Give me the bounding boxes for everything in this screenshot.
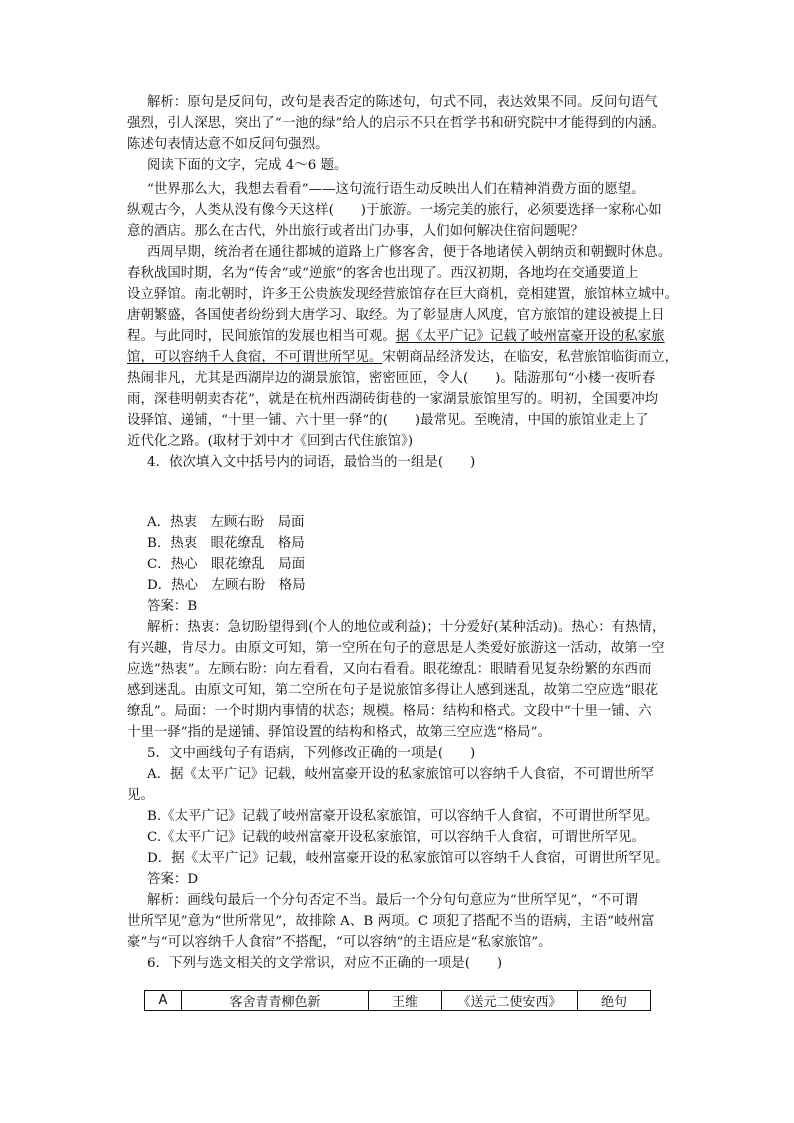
passage-line: 馆，可以容纳千人食宿，不可谓世所罕见。宋朝商品经济发达，在临安，私营旅馆临街而立，: [127, 350, 679, 365]
analysis-line: 解析：原句是反问句，改句是表否定的陈述句，句式不同，表达效果不同。反问句语气: [147, 95, 658, 110]
passage-line: 唐朝繁盛，各国使者纷纷到大唐学习、取经。为了彰显唐人风度，官方旅馆的建设被提上日: [127, 308, 665, 323]
option-a: A．热衷 左顾右盼 局面: [147, 515, 305, 530]
option-d: D．据《太平广记》记载，岐州富豪开设的私家旅馆可以容纳千人食宿，可谓世所罕见。: [147, 851, 669, 866]
table-cell: 王维: [369, 991, 442, 1011]
analysis-line: 解析：画线句最后一个分句否定不当。最后一个分句句意应为“世所罕见”，“不可谓: [147, 893, 639, 908]
analysis-line: 陈述句表情达意不如反问句强烈。: [127, 137, 329, 152]
table-cell: 《送元二使安西》: [442, 991, 578, 1011]
option-a: A．据《太平广记》记载，岐州富豪开设的私家旅馆可以容纳千人食宿，不可谓世所罕: [147, 767, 655, 782]
analysis-line: 缭乱”。局面：一个时期内事情的状态；规模。格局：结构和格式。文段中“十里一铺、六: [127, 704, 652, 719]
analysis-line: 应选“热衷”。左顾右盼：向左看看，又向右看看。眼花缭乱：眼睛看见复杂纷繁的东西而: [127, 662, 652, 677]
question-4: 4．依次填入文中括号内的词语，最恰当的一组是( ): [147, 455, 476, 470]
passage-line: “世界那么大，我想去看看”——这句流行语生动反映出人们在精神消费方面的愿望。: [147, 182, 645, 197]
analysis-line: 豪”与“可以容纳千人食宿”不搭配，“可以容纳”的主语应是“私家旅馆”。: [127, 935, 552, 950]
analysis-line: 世所罕见”意为“世所常见”，故排除 A、B 两项。C 项犯了搭配不当的语病，主语“岐州富: [127, 914, 655, 929]
passage-line: 意的酒店。那么在古代，外出旅行或者出门办事，人们如何解决住宿问题呢？: [127, 224, 584, 239]
reading-instruction: 阅读下面的文字，完成 4～6 题。: [147, 158, 348, 173]
analysis-line: 十里一驿”指的是递铺、驿馆设置的结构和格式，故第三空应选“格局”。: [127, 725, 551, 740]
analysis-line: 解析：热衷：急切盼望得到(个人的地位或利益)；十分爱好(某种活动)。热心：有热情，: [147, 620, 666, 635]
option-b: B.《太平广记》记载了岐州富豪开设私家旅馆，可以容纳千人食宿，不可谓世所罕见。: [147, 809, 659, 824]
option-b: B．热衷 眼花缭乱 格局: [147, 536, 305, 551]
passage-line: 春秋战国时期，名为“传舍”或“逆旅”的客舍也出现了。西汉初期，各地均在交通要道上: [127, 266, 639, 281]
passage-line: 热闹非凡，尤其是西湖岸边的湖景旅馆，密密匝匝，令人( )。陆游那句“小楼一夜听春: [127, 371, 656, 386]
question-5: 5．文中画线句子有语病，下列修改正确的一项是( ): [147, 746, 476, 761]
table-row: [145, 991, 651, 1011]
literature-table: [144, 990, 651, 1011]
passage-line: 纵观古今，人类从没有像今天这样( )于旅游。一场完美的旅行，必须要选择一家称心如: [127, 203, 662, 218]
passage-source: 近代化之路。(取材于刘中才《回到古代住旅馆》): [127, 434, 414, 449]
answer: 答案：D: [147, 872, 199, 887]
table-cell: A: [145, 991, 182, 1011]
option-c: C．热心 眼花缭乱 局面: [147, 557, 306, 572]
question-6: 6．下列与选文相关的文学常识，对应不正确的一项是( ): [147, 956, 503, 971]
table-cell: 绝句: [578, 991, 651, 1011]
passage-line: 西周早期，统治者在通往都城的道路上广修客舍，便于各地诸侯入朝纳贡和朝觐时休息。: [147, 245, 672, 260]
table-cell: 客舍青青柳色新: [182, 991, 369, 1011]
passage-line: 设立驿馆。南北朝时，许多王公贵族发现经营旅馆存在巨大商机，竞相建置，旅馆林立城中。: [127, 287, 679, 302]
analysis-line: 有兴趣，肯尽力。由原文可知，第一空所在句子的意思是人类爱好旅游这一活动，故第一空: [127, 641, 665, 656]
option-d: D．热心 左顾右盼 格局: [147, 578, 306, 593]
passage-line: 雨，深巷明朝卖杏花”，就是在杭州西湖砖街巷的一家湖景旅馆里写的。明初，全国要冲均: [127, 392, 659, 407]
answer: 答案：B: [147, 599, 198, 614]
underlined-sentence: 据《太平广记》记载了岐州富豪开设的私家旅: [395, 329, 665, 344]
analysis-line: 强烈，引人深思，突出了“一池的绿”给人的启示不只在哲学书和研究院中才能得到的内涵。: [127, 116, 665, 131]
underlined-sentence: 馆，可以容纳千人食宿，不可谓世所罕见。: [127, 350, 383, 365]
option-a: 见。: [127, 788, 154, 803]
option-c: C.《太平广记》记载的岐州富豪开设私家旅馆，可以容纳千人食宿，可谓世所罕见。: [147, 830, 645, 845]
passage-line: 程。与此同时，民间旅馆的发展也相当可观。据《太平广记》记载了岐州富豪开设的私家旅: [127, 329, 665, 344]
passage-line: 设驿馆、递铺，“十里一铺、六十里一驿”的( )最常见。至晚清，中国的旅馆业走上了: [127, 413, 649, 428]
analysis-line: 感到迷乱。由原文可知，第二空所在句子是说旅馆多得让人感到迷乱，故第二空应选“眼花: [127, 683, 659, 698]
